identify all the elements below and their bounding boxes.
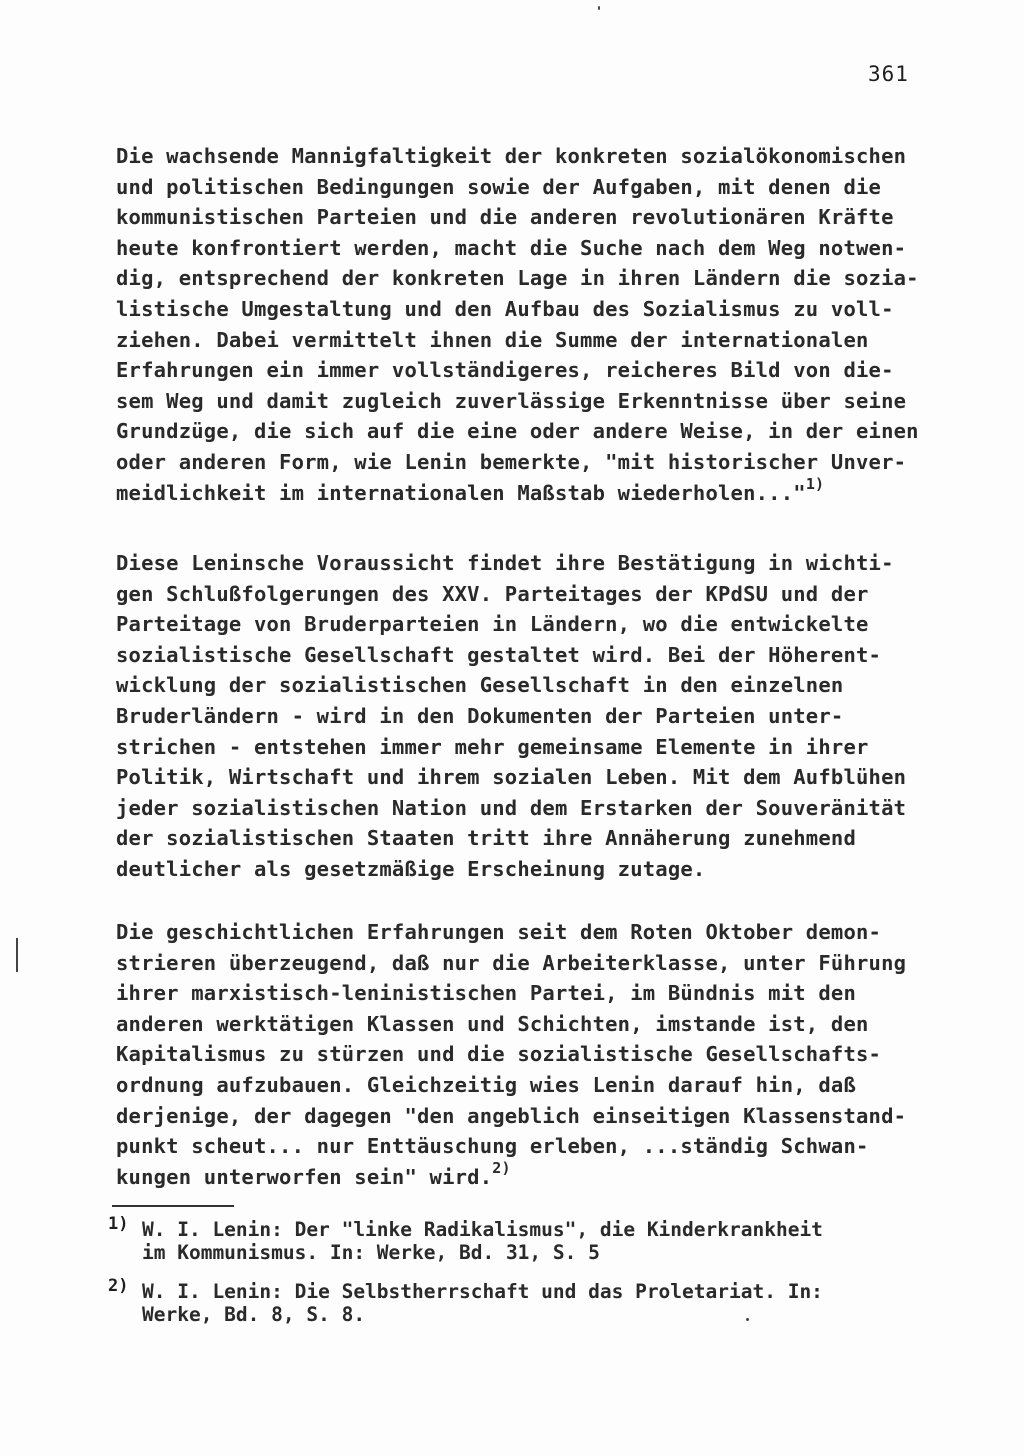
text-line: derjenige, der dagegen "den angeblich einseitigen Klassenstand- bbox=[116, 1103, 907, 1128]
footnote-1 bbox=[108, 1214, 928, 1264]
text-line: kommunistischen Parteien und die anderen revolutionären Kräfte bbox=[116, 205, 894, 230]
footnote-2 bbox=[108, 1276, 928, 1326]
scan-speck bbox=[746, 1318, 749, 1321]
text-line: dig, entsprechend der konkreten Lage in ihren Ländern die sozia- bbox=[116, 266, 919, 291]
text-line: listische Umgestaltung und den Aufbau des Sozialismus zu voll- bbox=[116, 296, 894, 321]
text-line-last bbox=[116, 1158, 936, 1193]
text-line: punkt scheut... nur Enttäuschung erleben, ...ständig Schwan- bbox=[116, 1134, 869, 1159]
text-line: Politik, Wirtschaft und ihrem sozialen Leben. Mit dem Aufblühen bbox=[116, 765, 907, 790]
footnote-marker: 2) bbox=[108, 1276, 129, 1296]
text-line: Die wachsende Mannigfaltigkeit der konkreten sozialökonomischen bbox=[116, 144, 907, 168]
footnote-line: Werke, Bd. 8, S. 8. bbox=[142, 1303, 366, 1326]
text-line-content: meidlichkeit im internationalen Maßstab wiederholen..." bbox=[116, 480, 806, 505]
text-line: der sozialistischen Staaten tritt ihre Annäherung zunehmend bbox=[116, 826, 856, 851]
text-line-last bbox=[116, 474, 936, 509]
margin-mark bbox=[16, 938, 18, 972]
footnote-line: im Kommunismus. In: Werke, Bd. 31, S. 5 bbox=[142, 1241, 600, 1264]
text-line: gen Schlußfolgerungen des XXV. Parteitages der KPdSU und der bbox=[116, 581, 869, 606]
paragraph-1 bbox=[116, 141, 936, 508]
text-line: Kapitalismus zu stürzen und die sozialistische Gesellschafts- bbox=[116, 1042, 882, 1067]
text-line: sozialistische Gesellschaft gestaltet wird. Bei der Höherent- bbox=[116, 642, 882, 667]
text-line: deutlicher als gesetzmäßige Erscheinung zutage. bbox=[116, 856, 706, 881]
paragraph-3 bbox=[116, 917, 936, 1192]
text-line: wicklung der sozialistischen Gesellschaft in den einzelnen bbox=[116, 673, 844, 698]
footnote-reference-1: 1) bbox=[805, 474, 825, 493]
text-line: oder anderen Form, wie Lenin bemerkte, "mit historischer Unver- bbox=[116, 449, 907, 474]
text-line: strichen - entstehen immer mehr gemeinsame Elemente in ihrer bbox=[116, 734, 869, 759]
text-line: Die geschichtlichen Erfahrungen seit dem Roten Oktober demon- bbox=[116, 920, 882, 944]
text-line: sem Weg und damit zugleich zuverlässige Erkenntnisse über seine bbox=[116, 388, 907, 413]
text-line: ihrer marxistisch-leninistischen Partei, im Bündnis mit den bbox=[116, 981, 856, 1006]
footnote-line: W. I. Lenin: Der "linke Radikalismus", die Kinderkrankheit bbox=[142, 1218, 823, 1241]
text-line: Erfahrungen ein immer vollständigeres, reicheres Bild von die- bbox=[116, 358, 894, 383]
footnote-line: W. I. Lenin: Die Selbstherrschaft und das Proletariat. In: bbox=[142, 1280, 823, 1303]
text-line: Parteitage von Bruderparteien in Ländern, wo die entwickelte bbox=[116, 612, 869, 637]
text-line: Diese Leninsche Voraussicht findet ihre Bestätigung in wichti- bbox=[116, 551, 894, 575]
footnote-marker: 1) bbox=[108, 1214, 129, 1234]
scan-speck bbox=[598, 6, 600, 10]
page-number: 361 bbox=[868, 62, 909, 86]
text-line: und politischen Bedingungen sowie der Aufgaben, mit denen die bbox=[116, 174, 882, 199]
footnote-separator bbox=[112, 1205, 234, 1207]
text-line: ordnung aufzubauen. Gleichzeitig wies Lenin darauf hin, daß bbox=[116, 1072, 856, 1097]
text-line: strieren überzeugend, daß nur die Arbeiterklasse, unter Führung bbox=[116, 950, 907, 975]
text-line: Bruderländern - wird in den Dokumenten der Parteien unter- bbox=[116, 703, 844, 728]
paragraph-2 bbox=[116, 548, 936, 885]
text-line: ziehen. Dabei vermittelt ihnen die Summe der internationalen bbox=[116, 327, 869, 352]
footnote-reference-2: 2) bbox=[492, 1158, 511, 1177]
text-line: Grundzüge, die sich auf die eine oder andere Weise, in der einen bbox=[116, 419, 919, 444]
text-line-content: kungen unterworfen sein" wird. bbox=[116, 1164, 493, 1189]
text-line: anderen werktätigen Klassen und Schichten, imstande ist, den bbox=[116, 1011, 869, 1036]
text-line: jeder sozialistischen Nation und dem Erstarken der Souveränität bbox=[116, 795, 907, 820]
text-line: heute konfrontiert werden, macht die Suche nach dem Weg notwen- bbox=[116, 235, 907, 260]
